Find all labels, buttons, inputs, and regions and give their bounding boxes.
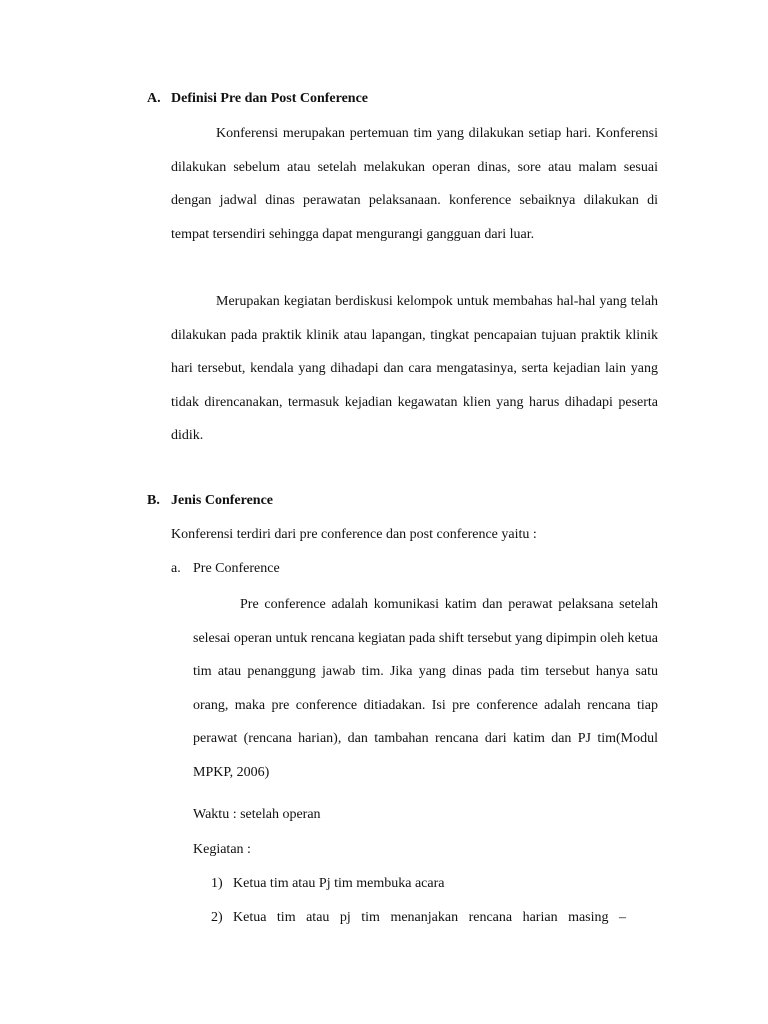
sub-a-title: Pre Conference [193, 561, 280, 576]
kegiatan-item-text: Ketua tim atau Pj tim membuka acara [233, 876, 445, 891]
kegiatan-item-text: Ketua tim atau pj tim menanjakan rencana harian masing – [233, 910, 626, 925]
kegiatan-item-number: 1) [211, 876, 223, 891]
section-b-title: Jenis Conference [171, 493, 273, 508]
sub-a-paragraph: Pre conference adalah komunikasi katim dan perawat pelaksana setelah selesai operan untuk rencana kegiatan pada shift tersebut yang dipimpin oleh ketua tim atau penanggung jawab tim. Jika yang dinas pada tim tersebut hanya satu orang, maka pre conference ditiadakan. Isi pre conference adalah rencana tiap perawat (rencana harian), dan tambahan rencana dari katim dan PJ tim(Modul MPKP, 2006) [193, 597, 658, 780]
kegiatan-item [211, 910, 626, 926]
kegiatan-item-number: 2) [211, 910, 223, 925]
section-a-title: Definisi Pre dan Post Conference [171, 91, 369, 106]
kegiatan-item [211, 876, 444, 892]
section-b-heading [147, 493, 273, 509]
kegiatan-label: Kegiatan : [193, 842, 251, 857]
waktu-line: Waktu : setelah operan [193, 807, 321, 822]
sub-a-heading [171, 561, 280, 577]
section-a-heading [147, 91, 368, 107]
section-b-letter: B. [147, 493, 160, 508]
section-b-intro: Konferensi terdiri dari pre conference dan post conference yaitu : [171, 527, 537, 542]
section-a-paragraph-2: Merupakan kegiatan berdiskusi kelompok untuk membahas hal-hal yang telah dilakukan pada praktik klinik atau lapangan, tingkat pencapaian tujuan praktik klinik hari tersebut, kendala yang dihadapi dan cara mengatasinya, serta kejadian lain yang tidak direncanakan, termasuk kejadian kegawatan klien yang harus dihadapi peserta didik. [171, 294, 658, 444]
section-a-paragraph-1: Konferensi merupakan pertemuan tim yang dilakukan setiap hari. Konferensi dilakukan sebelum atau setelah melakukan operan dinas, sore atau malam sesuai dengan jadwal dinas perawatan pelaksanaan. konference sebaiknya dilakukan di tempat tersendiri sehingga dapat mengurangi gangguan dari luar. [171, 126, 658, 242]
section-a-letter: A. [147, 91, 161, 106]
sub-a-letter: a. [171, 561, 181, 576]
